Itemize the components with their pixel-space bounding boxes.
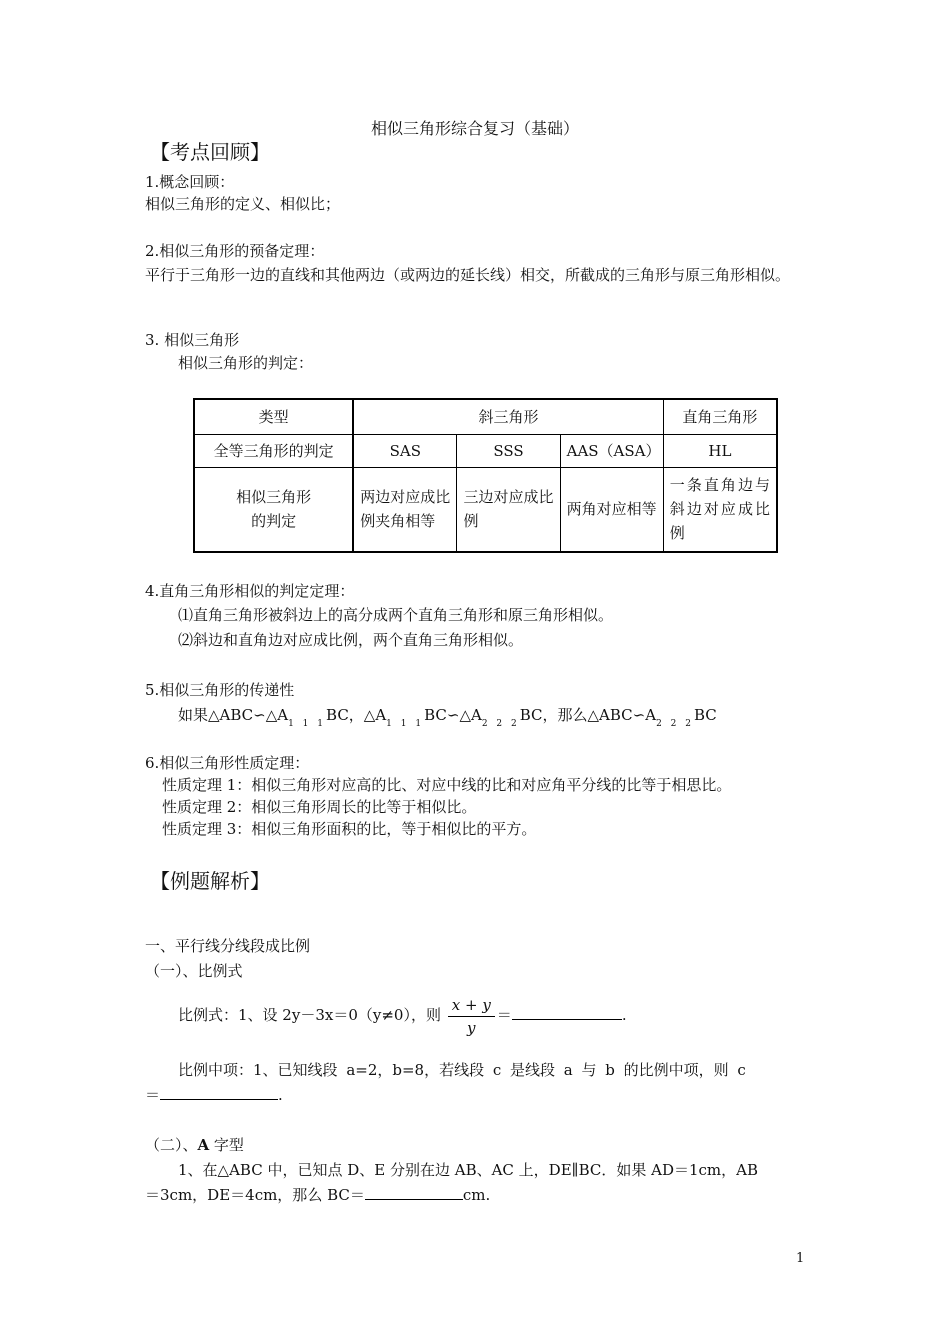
answer-blank[interactable] (512, 1019, 622, 1020)
table-header-oblique: 斜三角形 (353, 399, 663, 434)
similarity-criteria-table (193, 398, 778, 553)
part-2-letter: A (197, 1136, 210, 1154)
question-mean-line-2 (145, 1085, 283, 1105)
vertex-b: B (693, 706, 706, 724)
question-ratio (178, 992, 627, 1039)
item-5-heading: 5.相似三角形的传递性 (145, 681, 295, 699)
period: . (278, 1086, 283, 1104)
fraction (448, 994, 495, 1039)
question-mean-line-1: 比例中项：1、已知线段 a=2，b=8，若线段 c 是线段 a 与 b 的比例中项，则 c (178, 1061, 746, 1079)
transitivity-statement (178, 705, 717, 728)
item-2-heading: 2.相似三角形的预备定理： (145, 242, 325, 260)
table-cell-hl: HL (663, 434, 777, 467)
subscript-4: 2 2 2 (656, 719, 694, 729)
theorem-3: 性质定理 3：相似三角形面积的比，等于相似比的平方。 (162, 820, 537, 838)
section-header-examples: 【例题解析】 (150, 869, 270, 893)
subscript-2: 1 1 1 (386, 719, 425, 729)
vertex-c: C (337, 706, 349, 724)
item-2-body: 平行于三角形一边的直线和其他两边（或两边的延长线）相交，所截成的三角形与原三角形相似。 (145, 266, 791, 284)
vertex-b: B (326, 706, 338, 724)
equals-sign: ＝ (145, 1086, 161, 1104)
fraction-numerator: x + y (448, 994, 495, 1017)
table-cell-sas-similar: 两边对应成比例夹角相等 (353, 467, 457, 552)
table-cell-aas: AAS（ASA） (560, 434, 663, 467)
item-3-subheading: 相似三角形的判定： (178, 354, 314, 372)
part-2-heading (145, 1135, 244, 1155)
part-1-subheading: （一）、比例式 (145, 962, 243, 980)
item-4-heading: 4.直角三角形相似的判定定理： (145, 582, 355, 600)
equals-sign: ＝ (496, 1006, 512, 1024)
item-1-body: 相似三角形的定义、相似比； (145, 195, 341, 213)
page-title: 相似三角形综合复习（基础） (370, 119, 579, 138)
question-ratio-text: 比例式：1、设 2y－3x＝0（y≠0），则 (178, 1006, 441, 1024)
table-cell-sss: SSS (457, 434, 560, 467)
transitivity-then: ，那么△ABC∽A (542, 706, 657, 724)
table-cell-aa-similar: 两角对应相等 (560, 467, 663, 552)
part-2-prefix: （二）、 (145, 1136, 198, 1154)
table-cell-sss-similar: 三边对应成比例 (457, 467, 560, 552)
vertex-c: C (531, 706, 543, 724)
theorem-1: 性质定理 1：相似三角形对应高的比、对应中线的比和对应角平分线的比等于相思比。 (162, 776, 732, 794)
answer-blank[interactable] (160, 1099, 278, 1100)
unit-cm: cm. (462, 1186, 491, 1204)
section-header-review: 【考点回顾】 (150, 140, 270, 164)
theorem-2: 性质定理 2：相似三角形周长的比等于相似比。 (162, 798, 477, 816)
part-1-heading: 一、平行线分线段成比例 (145, 937, 311, 955)
item-1-heading: 1.概念回顾： (145, 173, 235, 191)
table-row-congruent-label: 全等三角形的判定 (194, 434, 353, 467)
question-a-shape-line-2 (145, 1185, 490, 1205)
subscript-3: 2 2 2 (481, 719, 520, 729)
table-header-type: 类型 (194, 399, 353, 434)
item-3-heading: 3. 相似三角形 (145, 331, 240, 349)
transitivity-sim: ∽△A (446, 706, 482, 724)
item-4-point-1: ⑴直角三角形被斜边上的高分成两个直角三角形和原三角形相似。 (178, 606, 614, 624)
question-a-shape-text: ＝3cm，DE＝4cm，那么 BC＝ (145, 1186, 365, 1204)
part-2-suffix: 字型 (209, 1136, 244, 1154)
page-number: 1 (796, 1251, 805, 1266)
subscript-1: 1 1 1 (288, 719, 326, 729)
question-a-shape-line-1: 1、在△ABC 中，已知点 D、E 分别在边 AB、AC 上，DE∥BC．如果 AD＝1cm，AB (178, 1161, 759, 1179)
table-row-similar-label: 相似三角形的判定 (194, 467, 353, 552)
transitivity-if: 如果△ABC∽△A (178, 706, 289, 724)
table-header-right: 直角三角形 (663, 399, 777, 434)
table-cell-sas: SAS (353, 434, 457, 467)
vertex-b: B (424, 706, 436, 724)
fraction-denominator: y (467, 1018, 476, 1037)
vertex-c: C (705, 706, 717, 724)
transitivity-sep: ，△A (348, 706, 387, 724)
period: . (621, 1006, 627, 1024)
vertex-c: C (435, 706, 447, 724)
item-4-point-2: ⑵斜边和直角边对应成比例，两个直角三角形相似。 (178, 631, 524, 649)
answer-blank[interactable] (365, 1199, 463, 1200)
vertex-b: B (519, 706, 532, 724)
item-6-heading: 6.相似三角形性质定理： (145, 754, 310, 772)
table-cell-hl-similar: 一条直角边与斜边对应成比例 (663, 467, 777, 552)
